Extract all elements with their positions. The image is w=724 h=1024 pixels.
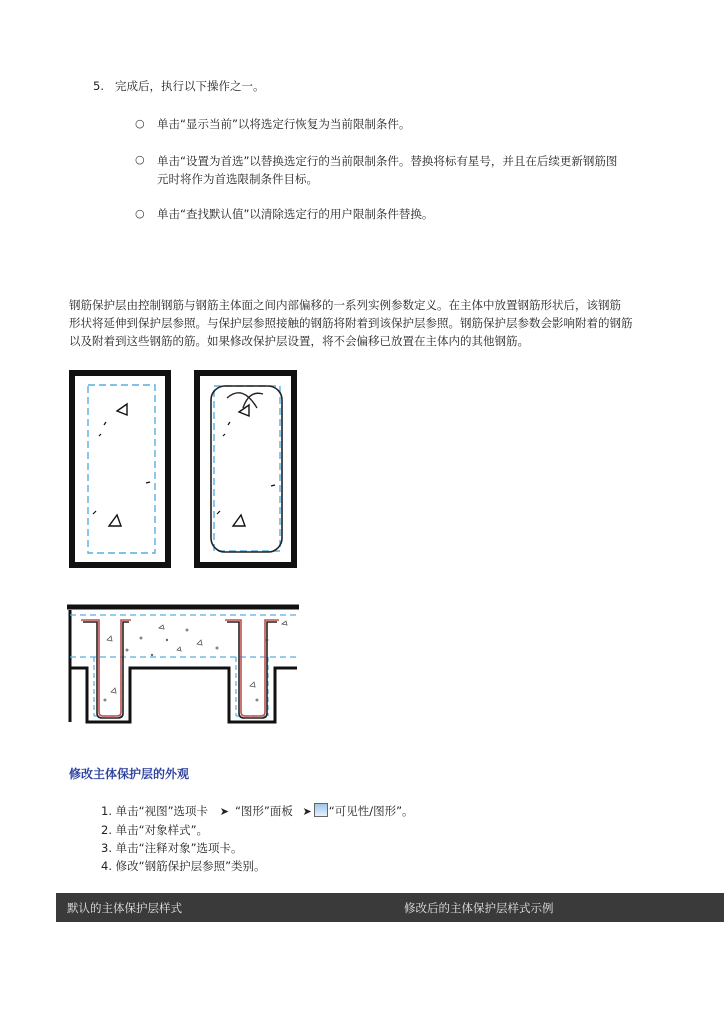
column-header-default: 默认的主体保护层样式 bbox=[67, 901, 182, 915]
paragraph-line: 钢筋保护层由控制钢筋与钢筋主体面之间内部偏移的一系列实例参数定义。在主体中放置钢筋形状后，该钢筋 bbox=[69, 298, 621, 312]
step-text: 单击“注释对象”选项卡。 bbox=[115, 841, 243, 855]
option-find-default bbox=[157, 206, 433, 222]
option-show-current bbox=[157, 116, 410, 132]
circle-bullet-icon: ○ bbox=[135, 117, 145, 130]
step-number: 5. bbox=[93, 79, 104, 93]
step-text: 单击“对象样式”。 bbox=[115, 823, 209, 837]
table-header-bar bbox=[56, 893, 724, 922]
slab-beam-section bbox=[67, 600, 302, 730]
step-3 bbox=[101, 840, 243, 856]
cover-description bbox=[69, 296, 659, 350]
option-set-preferred bbox=[157, 152, 617, 188]
circle-bullet-icon: ○ bbox=[135, 153, 145, 166]
section-heading: 修改主体保护层的外观 bbox=[69, 767, 190, 781]
step-text: “可见性/图形”。 bbox=[328, 804, 414, 818]
step-2 bbox=[101, 822, 208, 838]
step-text: 完成后，执行以下操作之一。 bbox=[114, 79, 265, 93]
column-section-figures bbox=[67, 368, 302, 573]
step-5 bbox=[93, 78, 264, 94]
visibility-graphics-icon bbox=[314, 803, 328, 817]
circle-bullet-icon: ○ bbox=[135, 207, 145, 220]
step-number: 4. bbox=[101, 859, 112, 873]
option-line: 单击“查找默认值”以清除选定行的用户限制条件替换。 bbox=[157, 207, 434, 221]
paragraph-line: 形状将延伸到保护层参照。与保护层参照接触的钢筋将附着到该保护层参照。钢筋保护层参数会影响附着的钢筋 bbox=[69, 316, 633, 330]
column-header-modified: 修改后的主体保护层样式示例 bbox=[404, 901, 554, 915]
step-number: 1. bbox=[101, 804, 112, 818]
step-4 bbox=[101, 858, 266, 874]
column-section-with-rebar bbox=[197, 373, 294, 565]
step-1 bbox=[101, 803, 414, 820]
column-section-default bbox=[72, 373, 168, 566]
arrow-right-icon: ➤ bbox=[219, 805, 229, 818]
step-text: 修改“钢筋保护层参照”类别。 bbox=[115, 859, 266, 873]
paragraph-line: 以及附着到这些钢筋的筋。如果修改保护层设置，将不会偏移已放置在主体内的其他钢筋。 bbox=[69, 334, 529, 348]
step-number: 3. bbox=[101, 841, 112, 855]
option-line: 单击“显示当前”以将选定行恢复为当前限制条件。 bbox=[157, 117, 411, 131]
option-line: 元时将作为首选限制条件目标。 bbox=[157, 172, 318, 186]
step-number: 2. bbox=[101, 823, 112, 837]
arrow-right-icon: ➤ bbox=[302, 805, 312, 818]
option-line: 单击“设置为首选”以替换选定行的当前限制条件。替换将标有星号，并且在后续更新钢筋图 bbox=[157, 154, 618, 168]
step-text: 单击“视图”选项卡 bbox=[115, 804, 209, 818]
step-text: “图形”面板 bbox=[234, 804, 293, 818]
